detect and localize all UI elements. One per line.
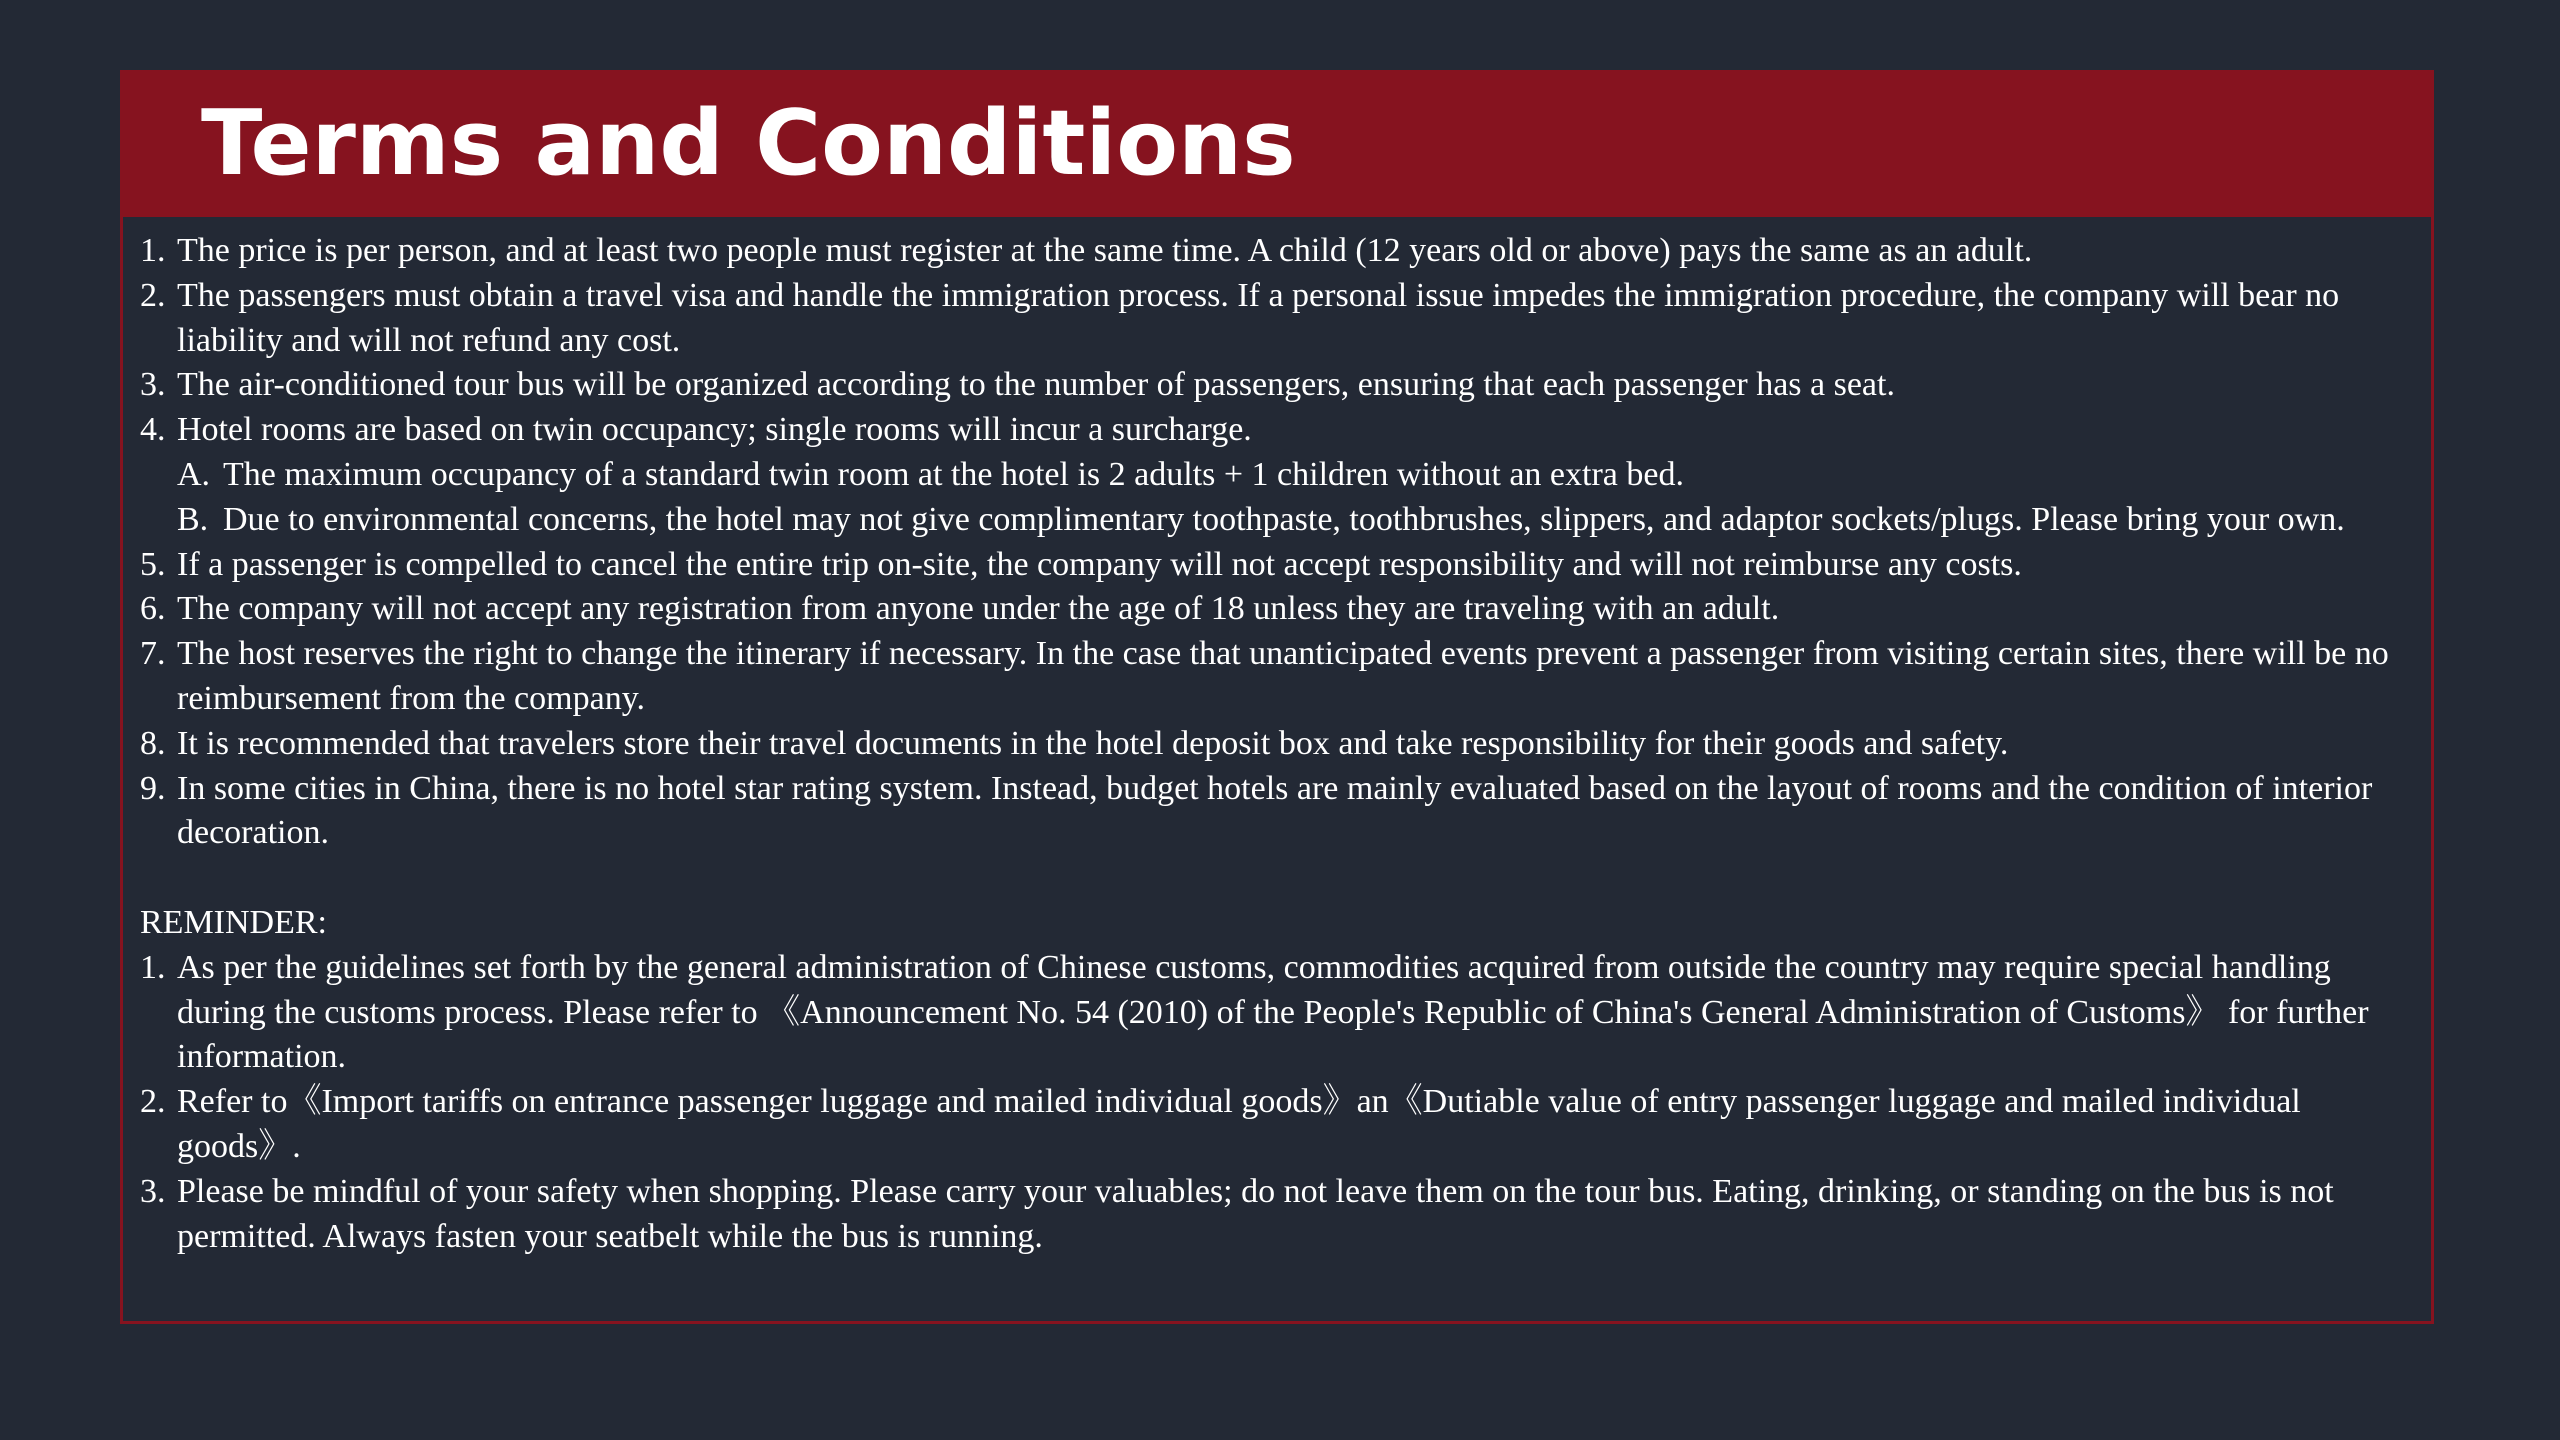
term-text: Hotel rooms are based on twin occupancy; single rooms will incur a surcharge. — [177, 411, 1252, 449]
reminder-text: Please be mindful of your safety when shopping. Please carry your valuables; do not leave them on the tour bus. Eating, drinking, or standing on the bus is not permitted. Always fasten your seatbelt while the bus is running. — [177, 1172, 2334, 1255]
term-text: The air-conditioned tour bus will be organized according to the number of passengers, ensuring that each passenger has a seat. — [177, 366, 1895, 404]
term-number: 2. — [140, 276, 166, 314]
reminder-number: 3. — [140, 1172, 166, 1210]
term-item-7 — [140, 632, 2411, 722]
title-banner — [123, 73, 2431, 217]
page-title: Terms and Conditions — [201, 91, 1296, 196]
section-spacer — [140, 856, 2411, 901]
term-text: The host reserves the right to change the itinerary if necessary. In the case that unanticipated events prevent a passenger from visiting certain sites, there will be no reimbursement from the company. — [177, 635, 2389, 717]
term-number: 3. — [140, 366, 166, 404]
terms-panel — [120, 70, 2434, 1324]
reminder-text: Refer to《Import tariffs on entrance passenger luggage and mailed individual goods》an《Dutiable value of entry passenger luggage and mailed individual goods》. — [177, 1083, 2301, 1165]
reminder-text: As per the guidelines set forth by the general administration of Chinese customs, commodities acquired from outside the country may require special handling during the customs process. Please refer to 《Announcement No. 54 (2010) of the People's Republic of China's General Administration of Customs》 for further information. — [177, 948, 2369, 1076]
term-number: 5. — [140, 545, 166, 583]
term-text: If a passenger is compelled to cancel the entire trip on-site, the company will not accept responsibility and will not reimburse any costs. — [177, 545, 2022, 583]
term-number: 8. — [140, 724, 166, 762]
term-item-8 — [140, 722, 2411, 767]
term-subitem-b — [140, 498, 2411, 543]
term-text: In some cities in China, there is no hotel star rating system. Instead, budget hotels are mainly evaluated based on the layout of rooms and the condition of interior decoration. — [177, 769, 2373, 852]
term-item-9 — [140, 767, 2411, 857]
term-item-3 — [140, 363, 2411, 408]
reminder-item-2 — [140, 1080, 2411, 1170]
term-item-2 — [140, 274, 2411, 364]
subitem-text: The maximum occupancy of a standard twin room at the hotel is 2 adults + 1 children without an extra bed. — [223, 455, 1684, 493]
term-number: 1. — [140, 232, 166, 269]
term-text: It is recommended that travelers store their travel documents in the hotel deposit box and take responsibility for their goods and safety. — [177, 724, 2009, 762]
reminder-number: 2. — [140, 1083, 166, 1121]
reminder-item-3 — [140, 1170, 2411, 1260]
reminder-item-1 — [140, 946, 2411, 1080]
term-item-1 — [140, 229, 2411, 274]
term-text: The company will not accept any registration from anyone under the age of 18 unless they are traveling with an adult. — [177, 590, 1780, 628]
term-number: 4. — [140, 411, 166, 449]
term-text: The price is per person, and at least two people must register at the same time. A child (12 years old or above) pays the same as an adult. — [177, 232, 2033, 269]
term-text: The passengers must obtain a travel visa and handle the immigration process. If a personal issue impedes the immigration procedure, the company will bear no liability and will not refund any cost. — [177, 276, 2340, 359]
term-item-6 — [140, 587, 2411, 632]
term-number: 6. — [140, 590, 166, 628]
subitem-letter: A. — [177, 455, 211, 493]
reminder-number: 1. — [140, 948, 166, 986]
subitem-letter: B. — [177, 500, 209, 538]
term-number: 9. — [140, 769, 166, 807]
term-item-4 — [140, 408, 2411, 453]
term-item-5 — [140, 543, 2411, 588]
subitem-text: Due to environmental concerns, the hotel may not give complimentary toothpaste, toothbrushes, slippers, and adaptor sockets/plugs. Please bring your own. — [223, 500, 2345, 538]
reminder-heading: REMINDER: — [140, 903, 327, 941]
term-subitem-a — [140, 453, 2411, 498]
terms-content — [140, 229, 2411, 1259]
term-number: 7. — [140, 635, 166, 673]
